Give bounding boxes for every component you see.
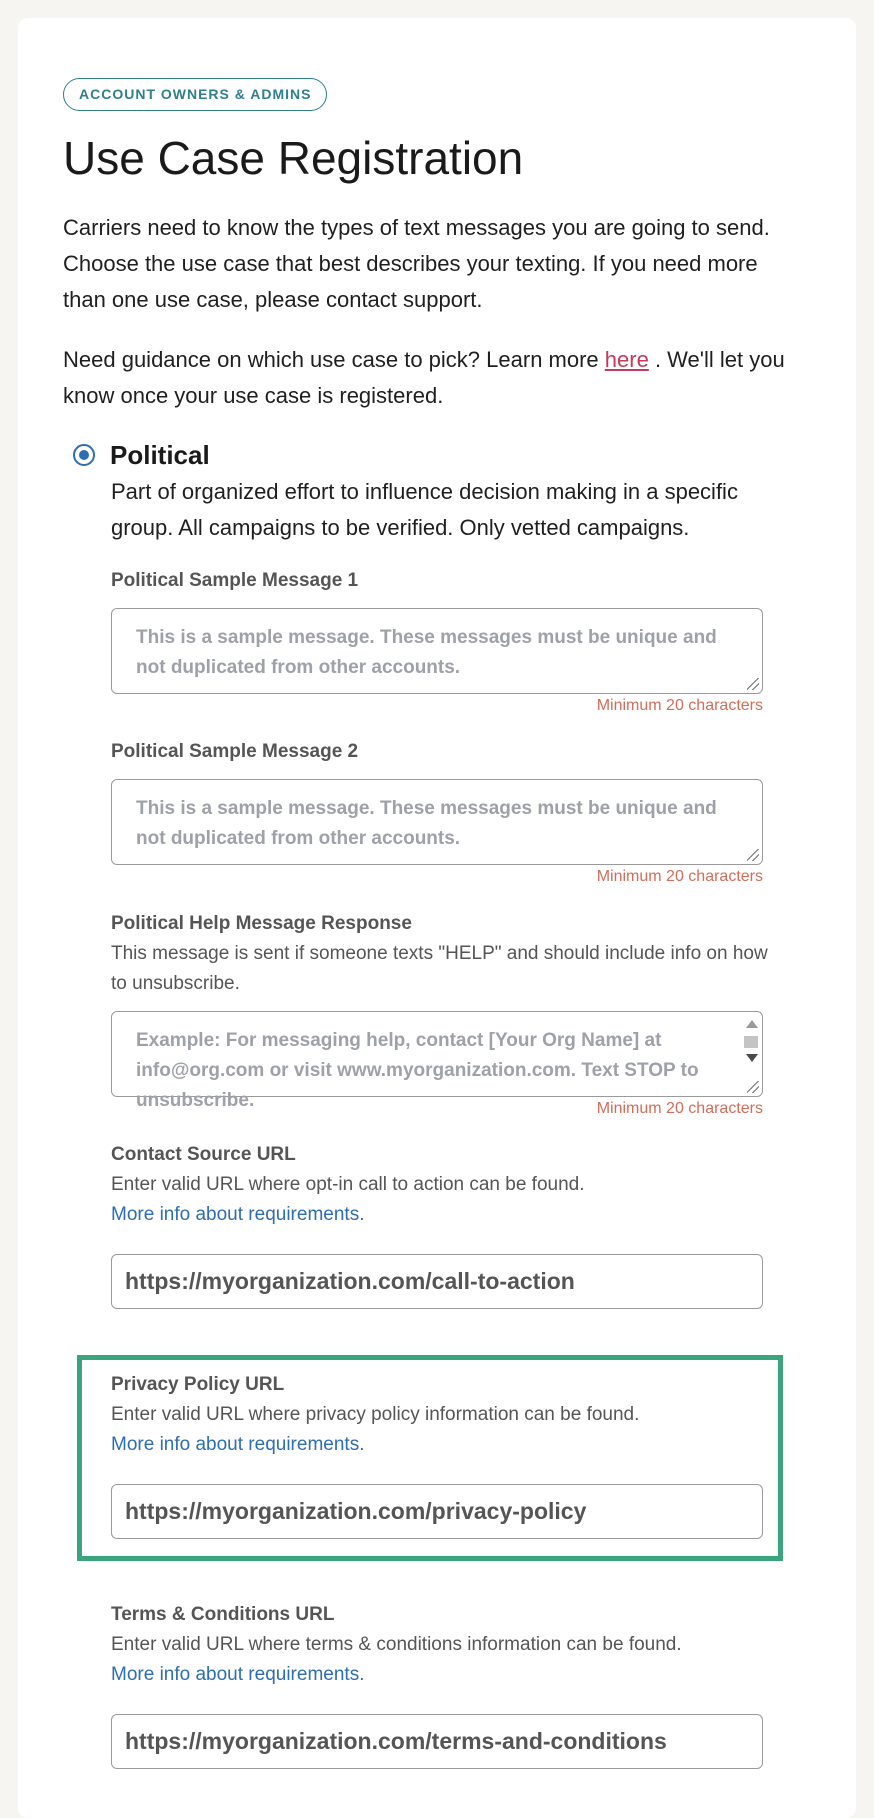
help-message-label: Political Help Message Response (111, 913, 412, 934)
terms-label: Terms & Conditions URL (111, 1604, 335, 1625)
contact-source-more-info-link[interactable]: More info about requirements. (111, 1204, 365, 1225)
political-radio[interactable] (73, 444, 95, 466)
political-option-label[interactable]: Political (110, 440, 210, 470)
sample-message-1-placeholder: This is a sample message. These messages must be unique and not duplicated from other accounts. (136, 627, 717, 678)
scroll-up-arrow-icon[interactable] (746, 1020, 758, 1028)
resize-handle-icon[interactable] (747, 1081, 759, 1093)
contact-source-url-input[interactable]: https://myorganization.com/call-to-action (111, 1254, 763, 1309)
help-message-hint: Minimum 20 characters (596, 1100, 763, 1117)
scroll-thumb[interactable] (744, 1036, 758, 1048)
sample-message-2-textarea[interactable] (111, 779, 763, 865)
guidance-text (63, 342, 823, 414)
sample-message-1-hint: Minimum 20 characters (596, 697, 763, 714)
help-message-placeholder: Example: For messaging help, contact [Your Org Name] at info@org.com or visit www.myorganization.com. Text STOP to unsubscribe. (136, 1030, 699, 1111)
resize-handle-icon[interactable] (747, 849, 759, 861)
intro-text: Carriers need to know the types of text messages you are going to send. Choose the use case that best describes your texting. If you need more than one use case, please contact support. (63, 215, 770, 312)
privacy-policy-url-input[interactable]: https://myorganization.com/privacy-policy (111, 1484, 763, 1539)
sample-message-2-label: Political Sample Message 2 (111, 741, 359, 762)
guidance-here-link[interactable]: here (604, 347, 649, 372)
scroll-down-arrow-icon[interactable] (746, 1054, 758, 1062)
political-option-description: Part of organized effort to influence decision making in a specific group. All campaigns to be verified. Only vetted campaigns. (111, 479, 738, 540)
page-title: Use Case Registration (63, 132, 524, 184)
guidance-before: Need guidance on which use case to pick? Learn more (63, 347, 605, 372)
guidance-after: . We'll let you know once your use case is registered. (63, 347, 785, 408)
privacy-policy-description: Enter valid URL where privacy policy information can be found. (111, 1404, 640, 1425)
privacy-policy-label: Privacy Policy URL (111, 1374, 285, 1395)
sample-message-1-textarea[interactable] (111, 608, 763, 694)
sample-message-2-placeholder: This is a sample message. These messages must be unique and not duplicated from other accounts. (136, 798, 717, 849)
terms-description: Enter valid URL where terms & conditions information can be found. (111, 1634, 682, 1655)
terms-more-info-link[interactable]: More info about requirements. (111, 1664, 365, 1685)
terms-url-input[interactable]: https://myorganization.com/terms-and-conditions (111, 1714, 763, 1769)
sample-message-2-hint: Minimum 20 characters (596, 868, 763, 885)
sample-message-1-label: Political Sample Message 1 (111, 570, 359, 591)
help-message-description: This message is sent if someone texts "HELP" and should include info on how to unsubscribe. (111, 943, 768, 994)
privacy-policy-more-info-link[interactable]: More info about requirements. (111, 1434, 365, 1455)
resize-handle-icon[interactable] (747, 678, 759, 690)
contact-source-label: Contact Source URL (111, 1144, 296, 1165)
textarea-scrollbar[interactable] (742, 1014, 760, 1076)
role-badge: ACCOUNT OWNERS & ADMINS (63, 78, 327, 111)
contact-source-description: Enter valid URL where opt-in call to action can be found. (111, 1174, 585, 1195)
